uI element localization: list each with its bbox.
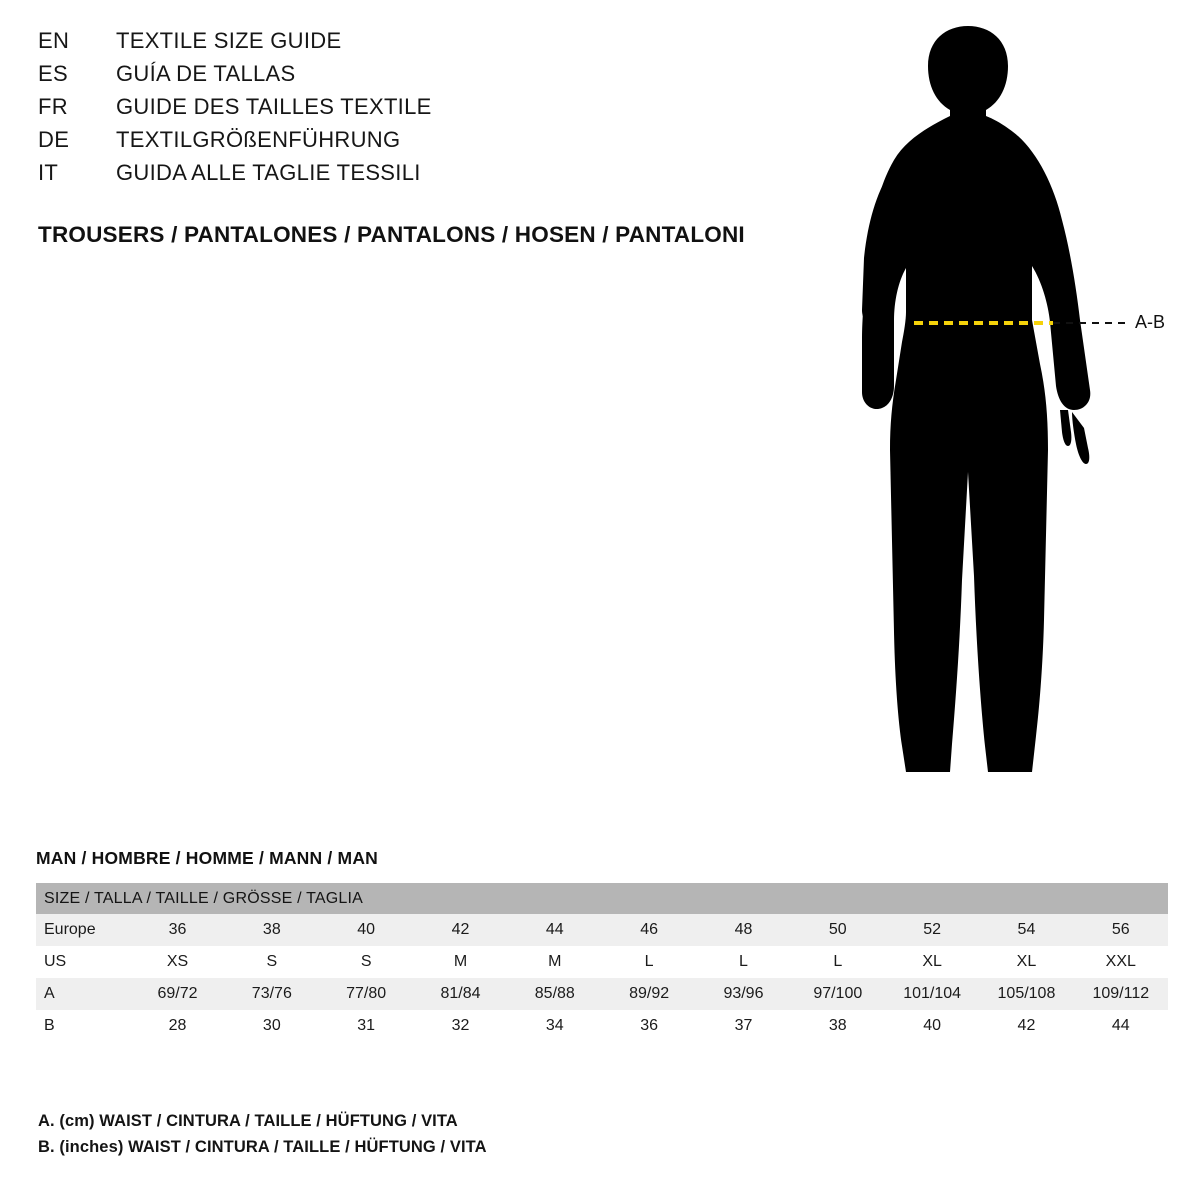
language-code-de: DE xyxy=(38,127,70,152)
cell: 40 xyxy=(885,1010,979,1042)
cell: 93/96 xyxy=(696,978,790,1010)
language-row-fr xyxy=(38,94,798,127)
cell: M xyxy=(508,946,602,978)
silhouette-shape xyxy=(862,26,1090,772)
cell: XL xyxy=(979,946,1073,978)
garment-type-title: TROUSERS / PANTALONES / PANTALONS / HOSEN / PANTALONI xyxy=(38,222,745,247)
cell: 28 xyxy=(130,1010,224,1042)
cell: 48 xyxy=(696,914,790,946)
cell: XS xyxy=(130,946,224,978)
language-text-it: GUIDA ALLE TAGLIE TESSILI xyxy=(116,160,421,185)
cell: L xyxy=(602,946,696,978)
cell: M xyxy=(413,946,507,978)
cell: 73/76 xyxy=(225,978,319,1010)
row-label-us: US xyxy=(36,946,130,978)
cell: 54 xyxy=(979,914,1073,946)
row-label-b: B xyxy=(36,1010,130,1042)
cell: 36 xyxy=(130,914,224,946)
cell: XXL xyxy=(1074,946,1168,978)
language-code-it: IT xyxy=(38,160,59,185)
cell: 36 xyxy=(602,1010,696,1042)
cell: 109/112 xyxy=(1074,978,1168,1010)
cell: 38 xyxy=(225,914,319,946)
cell: 32 xyxy=(413,1010,507,1042)
language-text-de: TEXTILGRÖßENFÜHRUNG xyxy=(116,127,401,152)
cell: 89/92 xyxy=(602,978,696,1010)
cell: L xyxy=(791,946,885,978)
footnotes-block xyxy=(38,1108,487,1160)
cell: 105/108 xyxy=(979,978,1073,1010)
language-row-en xyxy=(38,28,798,61)
language-text-fr: GUIDE DES TAILLES TEXTILE xyxy=(116,94,432,119)
cell: 81/84 xyxy=(413,978,507,1010)
figure-silhouette xyxy=(810,20,1200,810)
cell: 42 xyxy=(413,914,507,946)
cell: S xyxy=(225,946,319,978)
language-code-en: EN xyxy=(38,28,70,53)
cell: 85/88 xyxy=(508,978,602,1010)
table-row xyxy=(36,946,1168,978)
table-row xyxy=(36,978,1168,1010)
table-header-row xyxy=(36,883,1168,914)
cell: 97/100 xyxy=(791,978,885,1010)
language-row-de xyxy=(38,127,798,160)
gender-label: MAN / HOMBRE / HOMME / MANN / MAN xyxy=(36,848,378,868)
table-row xyxy=(36,1010,1168,1042)
footnote-a: A. (cm) WAIST / CINTURA / TAILLE / HÜFTUNG / VITA xyxy=(38,1112,458,1130)
cell: S xyxy=(319,946,413,978)
cell: 52 xyxy=(885,914,979,946)
language-row-it xyxy=(38,160,798,193)
cell: 37 xyxy=(696,1010,790,1042)
cell: 50 xyxy=(791,914,885,946)
footnote-b: B. (inches) WAIST / CINTURA / TAILLE / HÜFTUNG / VITA xyxy=(38,1138,487,1156)
cell: 44 xyxy=(1074,1010,1168,1042)
table-row xyxy=(36,914,1168,946)
cell: 44 xyxy=(508,914,602,946)
language-text-en: TEXTILE SIZE GUIDE xyxy=(116,28,342,53)
cell: XL xyxy=(885,946,979,978)
cell: L xyxy=(696,946,790,978)
measure-label-ab: A-B xyxy=(1135,312,1166,332)
table-header-label: SIZE / TALLA / TAILLE / GRÖSSE / TAGLIA xyxy=(36,883,1168,914)
cell: 40 xyxy=(319,914,413,946)
language-text-es: GUÍA DE TALLAS xyxy=(116,61,296,86)
cell: 38 xyxy=(791,1010,885,1042)
cell: 42 xyxy=(979,1010,1073,1042)
language-row-es xyxy=(38,61,798,94)
size-table xyxy=(36,883,1168,1042)
cell: 56 xyxy=(1074,914,1168,946)
language-code-es: ES xyxy=(38,61,68,86)
cell: 101/104 xyxy=(885,978,979,1010)
size-table-section xyxy=(36,848,1168,1042)
cell: 30 xyxy=(225,1010,319,1042)
cell: 31 xyxy=(319,1010,413,1042)
cell: 46 xyxy=(602,914,696,946)
cell: 34 xyxy=(508,1010,602,1042)
row-label-europe: Europe xyxy=(36,914,130,946)
language-code-fr: FR xyxy=(38,94,68,119)
row-label-a: A xyxy=(36,978,130,1010)
cell: 69/72 xyxy=(130,978,224,1010)
language-title-block xyxy=(38,28,798,193)
cell: 77/80 xyxy=(319,978,413,1010)
